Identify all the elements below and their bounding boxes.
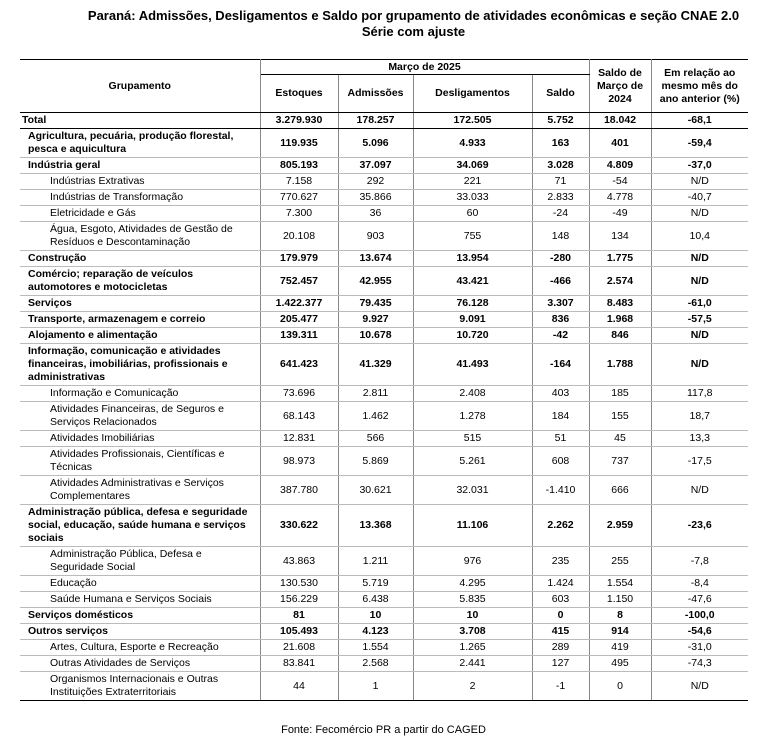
cell-relacao: N/D	[651, 672, 748, 701]
row-label: Atividades Financeiras, de Seguros e Serviços Relacionados	[20, 402, 260, 431]
cell-saldo: 2.833	[532, 190, 589, 206]
header-relacao: Em relação ao mesmo mês do ano anterior (%)	[651, 60, 748, 113]
table-row	[20, 547, 748, 576]
cell-desligamentos: 76.128	[413, 296, 532, 312]
cell-saldo-prev: 1.968	[589, 312, 651, 328]
table-row	[20, 190, 748, 206]
cell-estoques: 12.831	[260, 431, 338, 447]
cell-estoques: 20.108	[260, 222, 338, 251]
cell-relacao: -47,6	[651, 592, 748, 608]
cell-saldo-prev: 4.809	[589, 158, 651, 174]
cell-desligamentos: 11.106	[413, 505, 532, 547]
header-row-1	[20, 60, 748, 75]
cell-admissoes: 41.329	[338, 344, 413, 386]
row-label: Eletricidade e Gás	[20, 206, 260, 222]
cell-relacao: -31,0	[651, 640, 748, 656]
cell-relacao: N/D	[651, 251, 748, 267]
cell-desligamentos: 2	[413, 672, 532, 701]
table-row	[20, 576, 748, 592]
cell-saldo: 3.307	[532, 296, 589, 312]
cell-admissoes: 35.866	[338, 190, 413, 206]
cell-desligamentos: 32.031	[413, 476, 532, 505]
table-row	[20, 447, 748, 476]
cell-estoques: 641.423	[260, 344, 338, 386]
cell-relacao: N/D	[651, 344, 748, 386]
row-label: Indústrias Extrativas	[20, 174, 260, 190]
table-row	[20, 386, 748, 402]
title-line-2: Série com ajuste	[361, 24, 466, 39]
cell-saldo: 403	[532, 386, 589, 402]
table-row	[20, 656, 748, 672]
cell-estoques: 7.158	[260, 174, 338, 190]
caged-table	[20, 59, 748, 701]
cell-estoques: 805.193	[260, 158, 338, 174]
table-row	[20, 505, 748, 547]
cell-saldo-prev: 419	[589, 640, 651, 656]
cell-saldo: 71	[532, 174, 589, 190]
cell-saldo: 415	[532, 624, 589, 640]
cell-saldo-prev: 45	[589, 431, 651, 447]
cell-saldo-prev: 155	[589, 402, 651, 431]
cell-saldo: 1.424	[532, 576, 589, 592]
cell-saldo-prev: 846	[589, 328, 651, 344]
cell-admissoes: 566	[338, 431, 413, 447]
cell-saldo: 3.028	[532, 158, 589, 174]
cell-relacao: -61,0	[651, 296, 748, 312]
cell-admissoes: 1.211	[338, 547, 413, 576]
cell-saldo-prev: 1.788	[589, 344, 651, 386]
cell-saldo: 2.262	[532, 505, 589, 547]
cell-estoques: 3.279.930	[260, 113, 338, 129]
header-desligamentos: Desligamentos	[413, 75, 532, 113]
cell-relacao: N/D	[651, 476, 748, 505]
cell-relacao: -59,4	[651, 129, 748, 158]
row-label: Transporte, armazenagem e correio	[20, 312, 260, 328]
cell-relacao: -7,8	[651, 547, 748, 576]
cell-saldo-prev: 1.150	[589, 592, 651, 608]
row-label: Educação	[20, 576, 260, 592]
cell-desligamentos: 2.441	[413, 656, 532, 672]
table-row	[20, 672, 748, 701]
table-row	[20, 640, 748, 656]
cell-saldo: 163	[532, 129, 589, 158]
cell-desligamentos: 41.493	[413, 344, 532, 386]
row-label: Informação, comunicação e atividades financeiras, imobiliárias, profissionais e administrativas	[20, 344, 260, 386]
row-label: Organismos Internacionais e Outras Instituições Extraterritoriais	[20, 672, 260, 701]
cell-saldo: 51	[532, 431, 589, 447]
cell-saldo-prev: 737	[589, 447, 651, 476]
cell-saldo: 289	[532, 640, 589, 656]
cell-saldo: -24	[532, 206, 589, 222]
table-row	[20, 402, 748, 431]
cell-admissoes: 2.811	[338, 386, 413, 402]
cell-saldo-prev: 255	[589, 547, 651, 576]
cell-saldo-prev: -54	[589, 174, 651, 190]
cell-saldo-prev: 8	[589, 608, 651, 624]
cell-saldo-prev: 495	[589, 656, 651, 672]
table-row	[20, 129, 748, 158]
cell-saldo: 0	[532, 608, 589, 624]
title-line-1: Paraná: Admissões, Desligamentos e Saldo por grupamento de atividades econômicas e seção CNAE 2.0	[87, 8, 740, 23]
row-label: Informação e Comunicação	[20, 386, 260, 402]
row-label: Serviços domésticos	[20, 608, 260, 624]
cell-relacao: -68,1	[651, 113, 748, 129]
cell-estoques: 73.696	[260, 386, 338, 402]
cell-desligamentos: 755	[413, 222, 532, 251]
row-label: Indústria geral	[20, 158, 260, 174]
cell-admissoes: 1	[338, 672, 413, 701]
cell-admissoes: 6.438	[338, 592, 413, 608]
cell-saldo-prev: 1.554	[589, 576, 651, 592]
cell-relacao: -54,6	[651, 624, 748, 640]
cell-saldo: -164	[532, 344, 589, 386]
cell-relacao: -57,5	[651, 312, 748, 328]
cell-desligamentos: 43.421	[413, 267, 532, 296]
cell-relacao: -100,0	[651, 608, 748, 624]
cell-relacao: -37,0	[651, 158, 748, 174]
cell-relacao: N/D	[651, 328, 748, 344]
table-row	[20, 431, 748, 447]
cell-estoques: 130.530	[260, 576, 338, 592]
cell-saldo-prev: 401	[589, 129, 651, 158]
cell-saldo-prev: 8.483	[589, 296, 651, 312]
header-month: Março de 2025	[260, 60, 589, 75]
cell-desligamentos: 33.033	[413, 190, 532, 206]
cell-desligamentos: 976	[413, 547, 532, 576]
table-row	[20, 624, 748, 640]
row-label: Comércio; reparação de veículos automotores e motocicletas	[20, 267, 260, 296]
row-label: Indústrias de Transformação	[20, 190, 260, 206]
cell-relacao: N/D	[651, 267, 748, 296]
cell-estoques: 43.863	[260, 547, 338, 576]
cell-admissoes: 10	[338, 608, 413, 624]
cell-saldo-prev: 185	[589, 386, 651, 402]
row-label: Administração pública, defesa e seguridade social, educação, saúde humana e serviços sociais	[20, 505, 260, 547]
cell-relacao: N/D	[651, 206, 748, 222]
cell-relacao: 18,7	[651, 402, 748, 431]
cell-admissoes: 1.554	[338, 640, 413, 656]
cell-admissoes: 903	[338, 222, 413, 251]
cell-saldo: -42	[532, 328, 589, 344]
row-label: Saúde Humana e Serviços Sociais	[20, 592, 260, 608]
header-admissoes: Admissões	[338, 75, 413, 113]
row-label: Atividades Profissionais, Científicas e Técnicas	[20, 447, 260, 476]
cell-relacao: 117,8	[651, 386, 748, 402]
cell-saldo: 5.752	[532, 113, 589, 129]
cell-desligamentos: 5.835	[413, 592, 532, 608]
cell-admissoes: 13.368	[338, 505, 413, 547]
cell-saldo-prev: 2.574	[589, 267, 651, 296]
cell-relacao: 10,4	[651, 222, 748, 251]
cell-estoques: 387.780	[260, 476, 338, 505]
table-row	[20, 222, 748, 251]
cell-admissoes: 13.674	[338, 251, 413, 267]
cell-estoques: 770.627	[260, 190, 338, 206]
table-row	[20, 174, 748, 190]
cell-saldo: 184	[532, 402, 589, 431]
table-body	[20, 113, 748, 701]
cell-admissoes: 178.257	[338, 113, 413, 129]
cell-estoques: 44	[260, 672, 338, 701]
table-row	[20, 344, 748, 386]
cell-relacao: -23,6	[651, 505, 748, 547]
table-row	[20, 251, 748, 267]
table-row	[20, 328, 748, 344]
cell-admissoes: 30.621	[338, 476, 413, 505]
cell-desligamentos: 10.720	[413, 328, 532, 344]
header-saldo-prev: Saldo de Março de 2024	[589, 60, 651, 113]
header-saldo: Saldo	[532, 75, 589, 113]
cell-admissoes: 9.927	[338, 312, 413, 328]
cell-admissoes: 2.568	[338, 656, 413, 672]
table-row	[20, 608, 748, 624]
cell-desligamentos: 221	[413, 174, 532, 190]
cell-saldo: 608	[532, 447, 589, 476]
cell-desligamentos: 515	[413, 431, 532, 447]
cell-saldo: 235	[532, 547, 589, 576]
cell-desligamentos: 5.261	[413, 447, 532, 476]
cell-estoques: 330.622	[260, 505, 338, 547]
cell-saldo: 127	[532, 656, 589, 672]
cell-saldo-prev: 0	[589, 672, 651, 701]
cell-saldo: -1	[532, 672, 589, 701]
cell-saldo: 603	[532, 592, 589, 608]
source-note: Fonte: Fecomércio PR a partir do CAGED	[281, 724, 486, 736]
cell-estoques: 105.493	[260, 624, 338, 640]
cell-saldo-prev: 4.778	[589, 190, 651, 206]
row-label: Outras Atividades de Serviços	[20, 656, 260, 672]
cell-relacao: 13,3	[651, 431, 748, 447]
cell-relacao: -8,4	[651, 576, 748, 592]
cell-estoques: 98.973	[260, 447, 338, 476]
table-row	[20, 476, 748, 505]
cell-admissoes: 10.678	[338, 328, 413, 344]
cell-desligamentos: 13.954	[413, 251, 532, 267]
cell-relacao: N/D	[651, 174, 748, 190]
cell-estoques: 81	[260, 608, 338, 624]
cell-desligamentos: 9.091	[413, 312, 532, 328]
cell-estoques: 7.300	[260, 206, 338, 222]
cell-desligamentos: 4.295	[413, 576, 532, 592]
cell-saldo: -466	[532, 267, 589, 296]
cell-saldo: 148	[532, 222, 589, 251]
row-label: Alojamento e alimentação	[20, 328, 260, 344]
report-title	[0, 8, 767, 40]
cell-admissoes: 5.869	[338, 447, 413, 476]
cell-estoques: 119.935	[260, 129, 338, 158]
cell-saldo: 836	[532, 312, 589, 328]
cell-relacao: -74,3	[651, 656, 748, 672]
cell-estoques: 68.143	[260, 402, 338, 431]
cell-estoques: 179.979	[260, 251, 338, 267]
cell-admissoes: 36	[338, 206, 413, 222]
row-label: Atividades Administrativas e Serviços Complementares	[20, 476, 260, 505]
cell-desligamentos: 1.278	[413, 402, 532, 431]
cell-saldo-prev: 666	[589, 476, 651, 505]
header-estoques: Estoques	[260, 75, 338, 113]
cell-admissoes: 79.435	[338, 296, 413, 312]
cell-admissoes: 292	[338, 174, 413, 190]
cell-admissoes: 42.955	[338, 267, 413, 296]
row-label: Administração Pública, Defesa e Seguridade Social	[20, 547, 260, 576]
cell-estoques: 752.457	[260, 267, 338, 296]
cell-admissoes: 5.719	[338, 576, 413, 592]
row-label: Construção	[20, 251, 260, 267]
cell-desligamentos: 10	[413, 608, 532, 624]
table-row	[20, 296, 748, 312]
cell-admissoes: 5.096	[338, 129, 413, 158]
table-row	[20, 312, 748, 328]
table-row	[20, 267, 748, 296]
cell-estoques: 139.311	[260, 328, 338, 344]
cell-estoques: 205.477	[260, 312, 338, 328]
cell-saldo-prev: -49	[589, 206, 651, 222]
row-label: Serviços	[20, 296, 260, 312]
cell-estoques: 83.841	[260, 656, 338, 672]
cell-relacao: -40,7	[651, 190, 748, 206]
cell-desligamentos: 172.505	[413, 113, 532, 129]
cell-estoques: 1.422.377	[260, 296, 338, 312]
cell-desligamentos: 4.933	[413, 129, 532, 158]
table-row	[20, 113, 748, 129]
cell-saldo-prev: 18.042	[589, 113, 651, 129]
table-row	[20, 592, 748, 608]
cell-relacao: -17,5	[651, 447, 748, 476]
cell-saldo-prev: 1.775	[589, 251, 651, 267]
row-label: Agricultura, pecuária, produção florestal, pesca e aquicultura	[20, 129, 260, 158]
cell-estoques: 156.229	[260, 592, 338, 608]
row-label: Água, Esgoto, Atividades de Gestão de Resíduos e Descontaminação	[20, 222, 260, 251]
table-row	[20, 206, 748, 222]
cell-saldo-prev: 2.959	[589, 505, 651, 547]
row-label: Artes, Cultura, Esporte e Recreação	[20, 640, 260, 656]
header-grupamento: Grupamento	[20, 60, 260, 113]
cell-admissoes: 1.462	[338, 402, 413, 431]
cell-saldo: -280	[532, 251, 589, 267]
cell-desligamentos: 2.408	[413, 386, 532, 402]
cell-admissoes: 4.123	[338, 624, 413, 640]
cell-saldo-prev: 134	[589, 222, 651, 251]
row-label: Atividades Imobiliárias	[20, 431, 260, 447]
cell-desligamentos: 60	[413, 206, 532, 222]
cell-saldo-prev: 914	[589, 624, 651, 640]
cell-admissoes: 37.097	[338, 158, 413, 174]
cell-saldo: -1.410	[532, 476, 589, 505]
cell-estoques: 21.608	[260, 640, 338, 656]
cell-desligamentos: 34.069	[413, 158, 532, 174]
row-label: Outros serviços	[20, 624, 260, 640]
row-label: Total	[20, 113, 260, 129]
cell-desligamentos: 1.265	[413, 640, 532, 656]
cell-desligamentos: 3.708	[413, 624, 532, 640]
table-row	[20, 158, 748, 174]
